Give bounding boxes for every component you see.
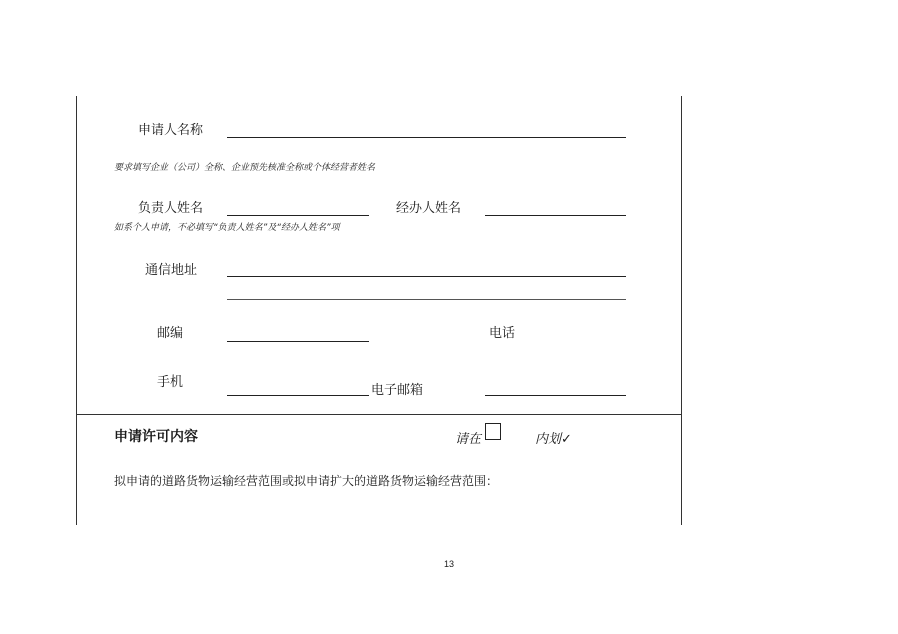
frame-left-border	[76, 96, 77, 525]
frame-right-border	[681, 96, 682, 525]
checkbox-sample[interactable]	[485, 423, 501, 440]
agent-name-field[interactable]	[485, 201, 626, 216]
permit-section-title: 申请许可内容	[114, 429, 198, 445]
applicant-name-label: 申请人名称	[138, 123, 204, 138]
postcode-label: 邮编	[157, 326, 184, 341]
section-divider	[76, 414, 682, 415]
address-field-line1[interactable]	[227, 262, 626, 277]
page-number: 13	[444, 559, 455, 569]
responsible-name-field[interactable]	[227, 201, 369, 216]
applicant-name-note: 要求填写企业（公司）全称、企业预先核准全称或个体经营者姓名	[114, 163, 376, 173]
agent-name-label: 经办人姓名	[396, 201, 462, 216]
mobile-label: 手机	[157, 375, 184, 390]
checkbox-hint-prefix: 请在	[455, 432, 482, 447]
checkbox-hint-suffix: 内划✓	[535, 432, 572, 447]
email-label: 电子邮箱	[371, 383, 424, 398]
mobile-field[interactable]	[227, 381, 369, 396]
email-field[interactable]	[485, 381, 626, 396]
postcode-field[interactable]	[227, 327, 369, 342]
person-note: 如系个人申请，不必填写“负责人姓名”及“经办人姓名”项	[114, 223, 340, 233]
address-label: 通信地址	[145, 263, 198, 278]
responsible-name-label: 负责人姓名	[138, 201, 204, 216]
applicant-name-field[interactable]	[227, 123, 626, 138]
scope-instruction: 拟申请的道路货物运输经营范围或拟申请扩大的道路货物运输经营范围：	[114, 474, 499, 488]
phone-label: 电话	[489, 326, 516, 341]
address-field-line2[interactable]	[227, 285, 626, 300]
